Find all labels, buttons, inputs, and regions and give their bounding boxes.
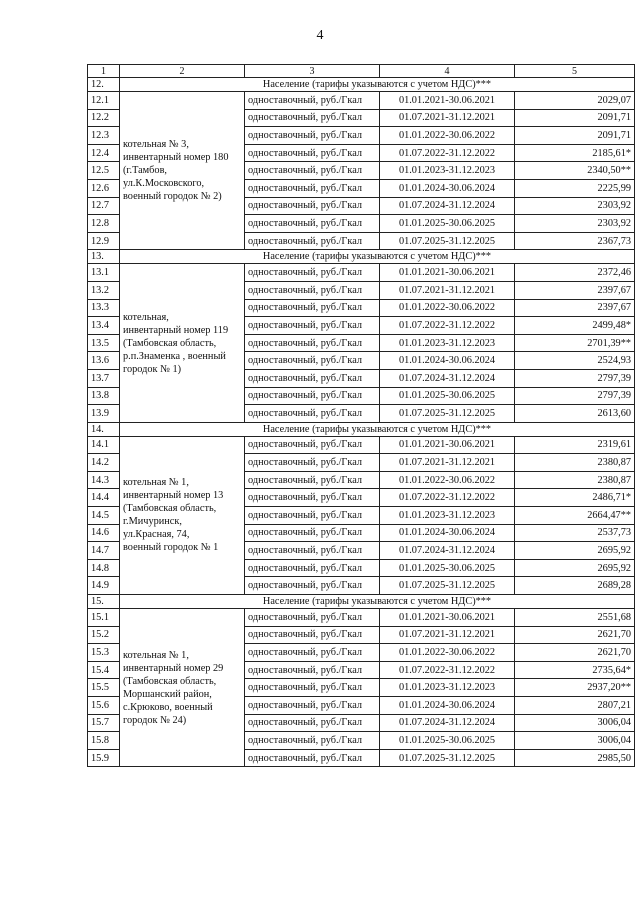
row-number: 13.7 [88,369,120,387]
tariff-type: одноставочный, руб./Гкал [245,454,380,472]
boiler-description [120,92,245,250]
column-header: 1 [88,65,120,78]
tariff-type: одноставочный, руб./Гкал [245,127,380,145]
tariff-period: 01.07.2022-31.12.2022 [380,661,515,679]
tariff-period: 01.01.2022-30.06.2022 [380,471,515,489]
tariff-value: 2735,64* [515,661,635,679]
section-header-row [88,78,635,92]
boiler-description-line: ул.Красная, 74, [123,529,190,541]
tariff-type: одноставочный, руб./Гкал [245,714,380,732]
row-number: 12.9 [88,232,120,250]
table-row [88,609,635,627]
tariff-value: 2029,07 [515,92,635,110]
tariff-value: 2340,50** [515,162,635,180]
tariff-period: 01.07.2021-31.12.2021 [380,109,515,127]
section-title: Население (тарифы указываются с учетом НДС)*** [120,595,635,609]
tariff-type: одноставочный, руб./Гкал [245,215,380,233]
tariff-value: 2613,60 [515,405,635,423]
boiler-description-line: инвентарный номер 119 [123,324,229,336]
row-number: 13.9 [88,405,120,423]
section-header-row [88,422,635,436]
tariff-period: 01.01.2023-31.12.2023 [380,507,515,525]
tariff-type: одноставочный, руб./Гкал [245,661,380,679]
tariff-period: 01.01.2025-30.06.2025 [380,732,515,750]
tariff-value: 2380,87 [515,454,635,472]
tariff-type: одноставочный, руб./Гкал [245,197,380,215]
row-number: 15.4 [88,661,120,679]
tariff-type: одноставочный, руб./Гкал [245,179,380,197]
tariff-value: 2695,92 [515,559,635,577]
column-header: 4 [380,65,515,78]
boiler-description-line: военный городок № 2) [123,191,222,203]
row-number: 13.5 [88,334,120,352]
boiler-description-line: (Тамбовская область, [123,675,217,687]
tariff-period: 01.07.2024-31.12.2024 [380,197,515,215]
row-number: 14.1 [88,436,120,454]
tariff-type: одноставочный, руб./Гкал [245,334,380,352]
tariff-period: 01.01.2021-30.06.2021 [380,92,515,110]
column-header: 5 [515,65,635,78]
tariff-period: 01.01.2022-30.06.2022 [380,644,515,662]
row-number: 14.9 [88,577,120,595]
tariff-value: 2664,47** [515,507,635,525]
row-number: 12.7 [88,197,120,215]
boiler-description-line: (г.Тамбов, [123,165,168,177]
section-header-row [88,595,635,609]
boiler-description-line: котельная № 1, [123,649,189,661]
tariff-period: 01.01.2024-30.06.2024 [380,179,515,197]
boiler-description-line: г.Мичуринск, [123,516,182,528]
section-title: Население (тарифы указываются с учетом НДС)*** [120,250,635,264]
tariff-period: 01.07.2024-31.12.2024 [380,542,515,560]
tariff-type: одноставочный, руб./Гкал [245,626,380,644]
tariff-period: 01.01.2021-30.06.2021 [380,609,515,627]
row-number: 13.1 [88,264,120,282]
row-number: 13.8 [88,387,120,405]
tariff-type: одноставочный, руб./Гкал [245,144,380,162]
row-number: 15.1 [88,609,120,627]
row-number: 15.3 [88,644,120,662]
tariff-period: 01.01.2023-31.12.2023 [380,334,515,352]
tariff-type: одноставочный, руб./Гкал [245,352,380,370]
tariff-type: одноставочный, руб./Гкал [245,507,380,525]
tariff-period: 01.07.2025-31.12.2025 [380,232,515,250]
tariff-period: 01.01.2021-30.06.2021 [380,264,515,282]
boiler-description [120,436,245,594]
boiler-description-line: инвентарный номер 29 [123,662,224,674]
tariff-value: 2621,70 [515,626,635,644]
tariff-value: 2397,67 [515,281,635,299]
row-number: 12.8 [88,215,120,233]
tariff-value: 2797,39 [515,369,635,387]
boiler-description-line: котельная № 1, [123,477,189,489]
tariff-type: одноставочный, руб./Гкал [245,609,380,627]
tariff-type: одноставочный, руб./Гкал [245,299,380,317]
boiler-description [120,264,245,422]
section-number: 12. [88,78,120,92]
tariff-value: 2372,46 [515,264,635,282]
table-row [88,436,635,454]
section-number: 15. [88,595,120,609]
tariff-value: 2499,48* [515,317,635,335]
tariff-value: 2937,20** [515,679,635,697]
row-number: 12.2 [88,109,120,127]
boiler-description-line: котельная № 3, [123,139,189,151]
tariff-value: 2551,68 [515,609,635,627]
tariff-type: одноставочный, руб./Гкал [245,264,380,282]
boiler-description [120,609,245,767]
boiler-description-line: ул.К.Московского, [123,178,205,190]
row-number: 15.7 [88,714,120,732]
boiler-description-line: р.п.Знаменка , военный [123,350,226,362]
tariff-value: 2185,61* [515,144,635,162]
tariff-period: 01.07.2021-31.12.2021 [380,281,515,299]
tariff-type: одноставочный, руб./Гкал [245,109,380,127]
tariff-value: 2537,73 [515,524,635,542]
tariff-period: 01.07.2022-31.12.2022 [380,317,515,335]
tariff-value: 2303,92 [515,215,635,233]
section-header-row [88,250,635,264]
row-number: 15.9 [88,749,120,767]
section-number: 14. [88,422,120,436]
row-number: 14.2 [88,454,120,472]
tariff-period: 01.07.2024-31.12.2024 [380,714,515,732]
tariff-value: 2303,92 [515,197,635,215]
tariff-period: 01.01.2022-30.06.2022 [380,127,515,145]
tariff-period: 01.07.2025-31.12.2025 [380,577,515,595]
tariff-type: одноставочный, руб./Гкал [245,542,380,560]
row-number: 12.3 [88,127,120,145]
tariff-type: одноставочный, руб./Гкал [245,162,380,180]
boiler-description-line: городок № 1) [123,363,182,375]
boiler-description-line: городок № 24) [123,714,187,726]
row-number: 15.6 [88,697,120,715]
row-number: 14.5 [88,507,120,525]
tariff-value: 2380,87 [515,471,635,489]
tariff-period: 01.01.2023-31.12.2023 [380,679,515,697]
tariff-value: 2689,28 [515,577,635,595]
row-number: 14.6 [88,524,120,542]
tariff-period: 01.01.2022-30.06.2022 [380,299,515,317]
tariff-type: одноставочный, руб./Гкал [245,317,380,335]
column-number-row [88,65,635,78]
tariff-type: одноставочный, руб./Гкал [245,92,380,110]
tariff-type: одноставочный, руб./Гкал [245,281,380,299]
section-title: Население (тарифы указываются с учетом НДС)*** [120,78,635,92]
tariff-period: 01.07.2021-31.12.2021 [380,626,515,644]
tariff-type: одноставочный, руб./Гкал [245,644,380,662]
section-title: Население (тарифы указываются с учетом НДС)*** [120,422,635,436]
tariff-value: 2319,61 [515,436,635,454]
row-number: 13.3 [88,299,120,317]
table-row [88,92,635,110]
tariff-type: одноставочный, руб./Гкал [245,559,380,577]
tariff-period: 01.01.2025-30.06.2025 [380,387,515,405]
tariff-type: одноставочный, руб./Гкал [245,387,380,405]
tariff-value: 2225,99 [515,179,635,197]
row-number: 14.3 [88,471,120,489]
tariff-type: одноставочный, руб./Гкал [245,577,380,595]
page-number: 4 [316,28,324,43]
tariff-period: 01.01.2025-30.06.2025 [380,559,515,577]
tariff-type: одноставочный, руб./Гкал [245,436,380,454]
tariff-type: одноставочный, руб./Гкал [245,697,380,715]
tariff-value: 2985,50 [515,749,635,767]
row-number: 14.8 [88,559,120,577]
tariff-value: 2524,93 [515,352,635,370]
row-number: 12.1 [88,92,120,110]
row-number: 14.7 [88,542,120,560]
tariff-period: 01.07.2024-31.12.2024 [380,369,515,387]
row-number: 12.4 [88,144,120,162]
section-number: 13. [88,250,120,264]
tariff-type: одноставочный, руб./Гкал [245,732,380,750]
tariff-type: одноставочный, руб./Гкал [245,524,380,542]
column-header: 3 [245,65,380,78]
tariff-period: 01.01.2024-30.06.2024 [380,352,515,370]
tariff-type: одноставочный, руб./Гкал [245,405,380,423]
boiler-description-line: (Тамбовская область, [123,337,217,349]
tariff-value: 3006,04 [515,714,635,732]
tariff-type: одноставочный, руб./Гкал [245,749,380,767]
row-number: 13.4 [88,317,120,335]
tariff-period: 01.01.2024-30.06.2024 [380,524,515,542]
tariff-value: 2486,71* [515,489,635,507]
tariff-period: 01.07.2022-31.12.2022 [380,489,515,507]
row-number: 12.6 [88,179,120,197]
boiler-description-line: котельная, [123,311,169,323]
row-number: 14.4 [88,489,120,507]
tariff-type: одноставочный, руб./Гкал [245,232,380,250]
tariff-period: 01.07.2025-31.12.2025 [380,405,515,423]
tariff-value: 2701,39** [515,334,635,352]
tariff-type: одноставочный, руб./Гкал [245,489,380,507]
row-number: 13.6 [88,352,120,370]
boiler-description-line: (Тамбовская область, [123,503,217,515]
row-number: 12.5 [88,162,120,180]
boiler-description-line: инвентарный номер 180 [123,152,229,164]
tariff-value: 2091,71 [515,127,635,145]
row-number: 15.8 [88,732,120,750]
tariff-type: одноставочный, руб./Гкал [245,471,380,489]
tariff-period: 01.01.2023-31.12.2023 [380,162,515,180]
row-number: 15.5 [88,679,120,697]
tariff-period: 01.01.2021-30.06.2021 [380,436,515,454]
table-row [88,264,635,282]
tariff-type: одноставочный, руб./Гкал [245,369,380,387]
boiler-description-line: военный городок № 1 [123,542,219,554]
tariff-value: 2397,67 [515,299,635,317]
column-header: 2 [120,65,245,78]
row-number: 15.2 [88,626,120,644]
tariff-value: 2807,21 [515,697,635,715]
tariff-value: 3006,04 [515,732,635,750]
boiler-description-line: с.Крюково, военный [123,701,213,713]
tariff-period: 01.01.2025-30.06.2025 [380,215,515,233]
boiler-description-line: Моршанский район, [123,688,212,700]
tariff-period: 01.01.2024-30.06.2024 [380,697,515,715]
tariff-value: 2367,73 [515,232,635,250]
tariff-table [87,64,635,767]
tariff-value: 2797,39 [515,387,635,405]
boiler-description-line: инвентарный номер 13 [123,490,224,502]
tariff-value: 2621,70 [515,644,635,662]
tariff-period: 01.07.2022-31.12.2022 [380,144,515,162]
tariff-value: 2695,92 [515,542,635,560]
tariff-type: одноставочный, руб./Гкал [245,679,380,697]
tariff-period: 01.07.2021-31.12.2021 [380,454,515,472]
tariff-value: 2091,71 [515,109,635,127]
row-number: 13.2 [88,281,120,299]
tariff-period: 01.07.2025-31.12.2025 [380,749,515,767]
